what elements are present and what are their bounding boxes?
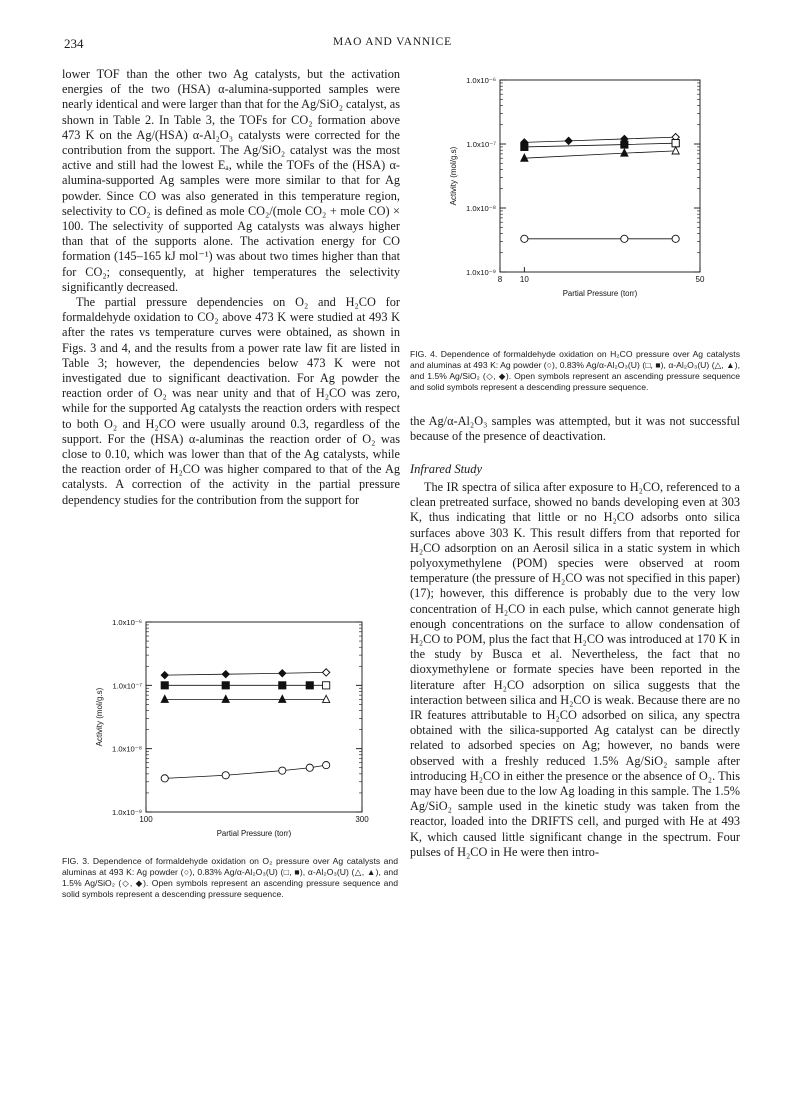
x-tick-label: 10	[519, 275, 529, 284]
data-point-circle	[621, 235, 628, 242]
data-point-triangle	[279, 695, 286, 702]
data-point-square	[279, 682, 286, 689]
data-point-diamond	[161, 672, 168, 679]
data-point-triangle	[323, 695, 330, 702]
plot-frame	[146, 622, 362, 812]
data-point-diamond	[565, 137, 572, 144]
figure-3-plot	[62, 612, 398, 852]
series-line	[524, 137, 675, 142]
data-point-triangle	[222, 695, 229, 702]
x-axis-label: Partial Pressure (torr)	[562, 289, 638, 298]
y-axis-label: Activity (mol/g.s)	[95, 687, 104, 747]
running-title: MAO AND VANNICE	[333, 36, 452, 48]
x-tick-label: 50	[695, 275, 705, 284]
series-line	[524, 153, 624, 158]
plot-frame	[500, 80, 700, 272]
left-paragraph-2: The partial pressure dependencies on O₂ and H₂CO for formaldehyde oxidation to CO₂ above 473 K were studied at 493 K after the rates vs temperature curves were obtained, as shown in Figs. 3 and 4, and the results from a power rate law fit are listed in Table 3; however, the dependencies below 473 K were not investigated due to significant deactivation. For Ag powder the reaction order of O₂ was near unity and that of H₂CO was zero, while for the supported Ag catalysts the reaction orders with respect to both O₂ and H₂CO were usually around 0.3, regardless of the support. For the (HSA) α-aluminas the reaction order of O₂ was close to 0.10, which was lower than that of the Ag catalysts, while the reaction order of H₂CO was higher compared to that of the Ag catalysts. A correction of the activity in the partial pressure dependency studies for the contribution from the support for	[62, 295, 400, 507]
right-column-text	[410, 480, 740, 860]
data-point-square	[323, 682, 330, 689]
data-point-triangle	[161, 695, 168, 702]
figure-3-caption: FIG. 3. Dependence of formaldehyde oxidation on O₂ pressure over Ag catalysts and aluminas at 493 K: Ag powder (○), 0.83% Ag/α-Al₂O₃(U) (□, ■), α-Al₂O₃(U) (△, ▲), and 1.5% Ag/SiO₂ (◇, ◆). Open symbols represent an ascending pressure sequence and solid symbols represent a descending pressure sequence.	[62, 856, 398, 899]
data-point-circle	[306, 764, 313, 771]
right-continuation-text	[410, 414, 740, 444]
x-axis-label: Partial Pressure (torr)	[216, 829, 292, 838]
series-line	[165, 765, 326, 778]
right-paragraph-infrared: The IR spectra of silica after exposure to H₂CO, referenced to a clean pretreated surface, showed no bands developing even at 303 K, thus indicating that little or no H₂CO adsorbs onto silica surfaces above 303 K. This result differs from that reported for H₂CO adsorption on an Aerosil silica in a static system in which polyoxymethylene (POM) species were observed at room temperature (the pressure of H₂CO was not specified in this paper) (17); however, this difference is probably due to the very low concentration of H₂CO in each pulse, which cannot generate high enough concentrations on the surface to allow condensation of H₂CO to POM, plus the fact that H₂CO was introduced at 170 K in the study by Busca et al. Nevertheless, the fact that no dioxymethylene or formate species have been reported in the literature after H₂CO adsorption on silica suggests that the interaction between silica and H₂CO is weak. Because there are no IR features attributable to H₂CO adsorbed on silica, any spectra obtained with the silica-supported Ag catalyst can be directly related to adsorbed species on Ag; however, no bands were observed with a freshly reduced 1.5% Ag/SiO₂ sample after introducing H₂CO in either the presence or the absence of O₂. This may have been due to the low Ag loading in this sample. The 1.5% Ag/SiO₂ sample used in the kinetic study was taken from the reactor, loaded into the DRIFTS cell, and purged with He at 493 K, which caused little significant change in the spectrum. Four pulses of H₂CO in He were then intro-	[410, 480, 740, 859]
figure-3	[62, 612, 398, 852]
data-point-square	[672, 140, 679, 147]
data-point-circle	[279, 767, 286, 774]
data-point-square	[306, 682, 313, 689]
data-point-diamond	[323, 669, 330, 676]
figure-4-caption: FIG. 4. Dependence of formaldehyde oxidation on H₂CO pressure over Ag catalysts and aluminas at 493 K: Ag powder (○), 0.83% Ag/α-Al₂O₃(U) (□, ■), α-Al₂O₃(U) (△, ▲), and 1.5% Ag/SiO₂ (◇, ◆). Open symbols represent an ascending pressure sequence and solid symbols represent a descending pressure sequence.	[410, 349, 740, 392]
section-heading: Infrared Study	[410, 462, 483, 476]
data-point-square	[222, 682, 229, 689]
y-tick-label: 1.0x10⁻⁹	[111, 808, 142, 817]
page-number: 234	[64, 36, 84, 51]
figure-4-plot	[410, 60, 740, 345]
series-line	[165, 672, 326, 675]
y-tick-label: 1.0x10⁻⁷	[466, 140, 496, 149]
data-point-square	[521, 143, 528, 150]
y-tick-label: 1.0x10⁻⁶	[112, 618, 142, 627]
y-tick-label: 1.0x10⁻⁸	[111, 744, 142, 754]
data-point-circle	[222, 772, 229, 779]
data-point-diamond	[222, 671, 229, 678]
data-point-circle	[672, 235, 679, 242]
y-tick-label: 1.0x10⁻⁹	[465, 268, 496, 277]
data-point-square	[161, 682, 168, 689]
y-tick-label: 1.0x10⁻⁸	[465, 204, 496, 213]
figure-4	[410, 60, 740, 345]
y-tick-label: 1.0x10⁻⁷	[112, 681, 142, 691]
x-tick-label: 300	[355, 815, 369, 824]
y-axis-label: Activity (mol/g.s)	[449, 146, 458, 206]
x-tick-label: 100	[139, 815, 153, 824]
y-tick-label: 1.0x10⁻⁶	[466, 76, 496, 85]
data-point-circle	[323, 762, 330, 769]
data-point-circle	[161, 775, 168, 782]
x-tick-label: 8	[497, 275, 503, 284]
data-point-triangle	[672, 147, 679, 154]
left-column-text	[62, 67, 400, 508]
data-point-square	[621, 141, 628, 148]
right-continuation-paragraph: the Ag/α-Al₂O₃ samples was attempted, but it was not successful because of the presence of deactivation.	[410, 414, 740, 444]
data-point-circle	[521, 235, 528, 242]
data-point-diamond	[279, 670, 286, 677]
series-line	[524, 143, 675, 147]
series-line-link	[624, 151, 675, 153]
left-paragraph-1: lower TOF than the other two Ag catalysts, but the activation energies of the two (HSA) α-alumina-supported samples were nearly identical and were larger than that for the Ag/SiO₂ catalyst, as shown in Table 2. In Table 3, the TOFs for CO₂ formation above 473 K on the Ag/(HSA) α-Al₂O₃ catalysts were corrected for the contribution from the support. The Ag/SiO₂ catalyst was the most active and still had the lowest Eₐ, while the TOFs of the (HSA) α-alumina-supported Ag samples were more similar to that for Ag powder. Since CO was also generated in this temperature region, selectivity to CO₂ is defined as mole CO₂/(mole CO₂ + mole CO) × 100. The selectivity of supported Ag catalysts was always higher than that of the supports alone. The activation energy for CO formation (145–165 kJ mol⁻¹) was about two times higher than that for CO₂; consequently, at higher temperatures the selectivity significantly decreased.	[62, 67, 401, 294]
